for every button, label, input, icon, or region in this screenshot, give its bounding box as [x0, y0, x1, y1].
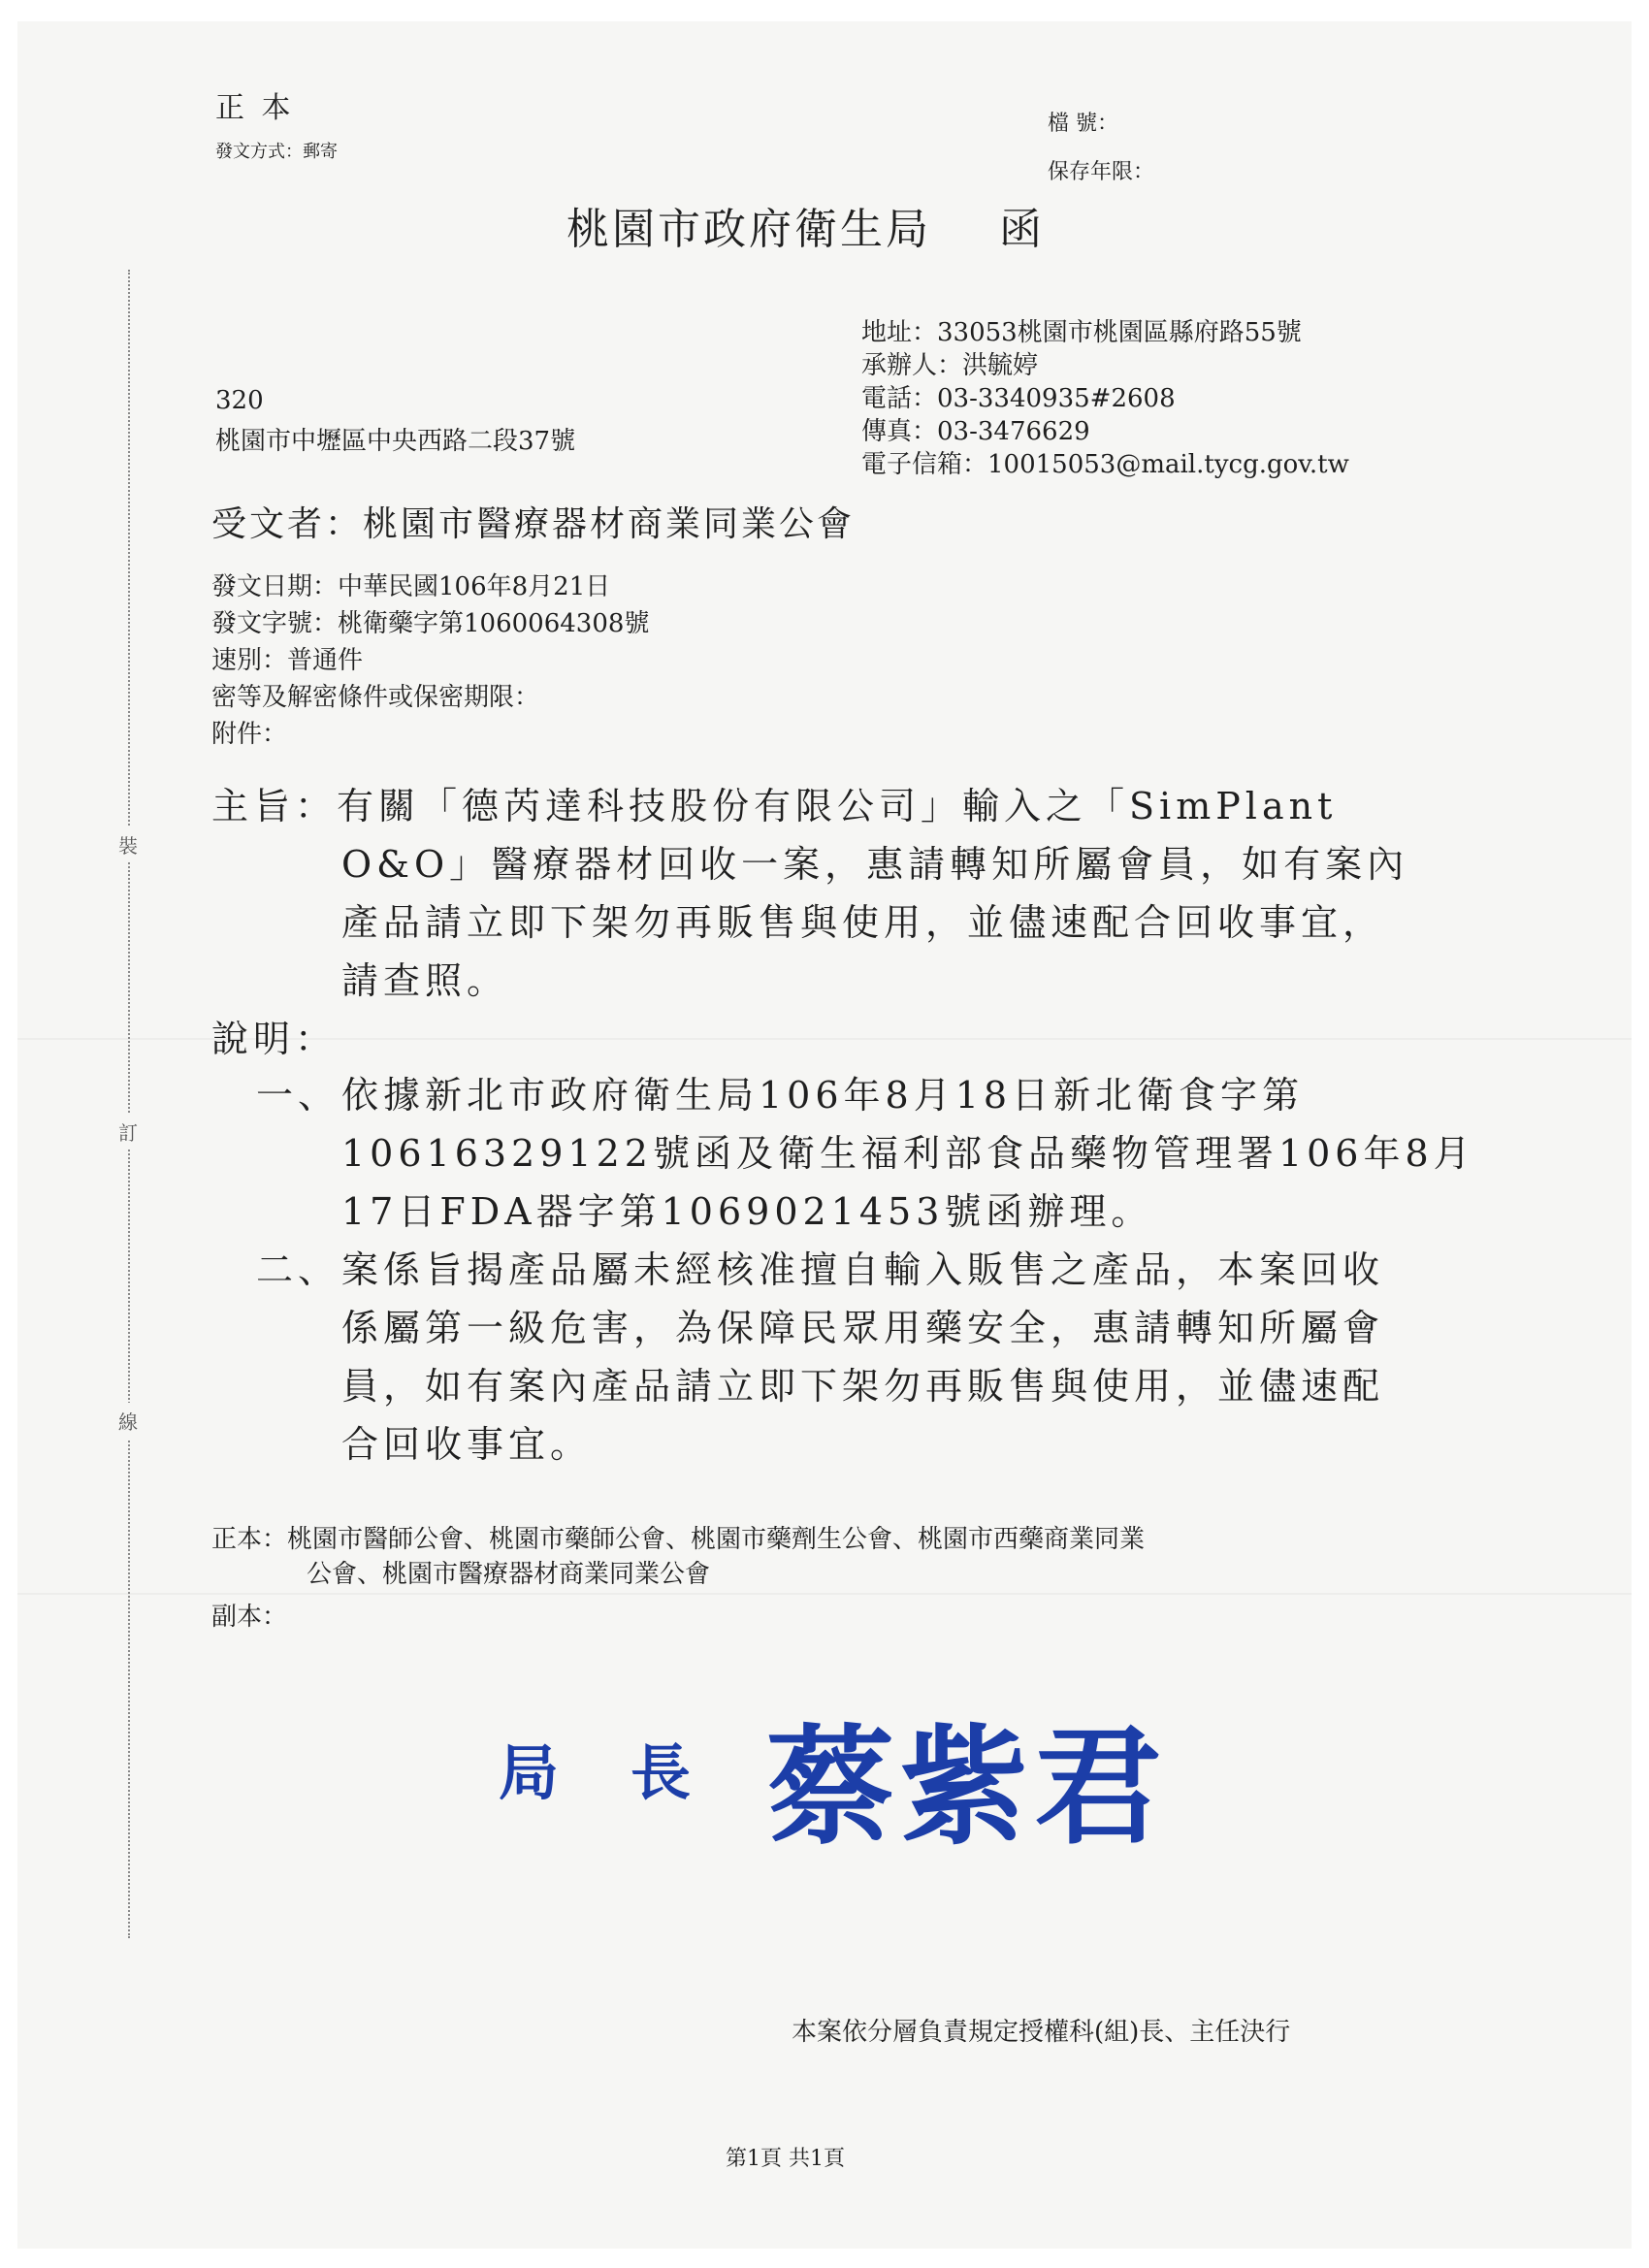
explanation-line: 員，如有案內產品請立即下架勿再販售與使用，並儘速配	[341, 1365, 1385, 1408]
issue-date: 發文日期：中華民國106年8月21日	[211, 572, 611, 601]
doc-title-org: 桃園市政府衛生局	[566, 205, 931, 254]
sender-email: 電子信箱：10015053@mail.tycg.gov.tw	[861, 450, 1349, 479]
attachment: 附件：	[211, 720, 288, 749]
sender-handler: 承辦人：洪毓婷	[861, 351, 1039, 380]
explanation-item-number: 二、	[256, 1248, 340, 1291]
doc-title-type: 函	[999, 205, 1042, 254]
explanation-line: 案係旨揭產品屬未經核准擅自輸入販售之產品，本案回收	[341, 1248, 1385, 1291]
speed-class: 速別：普通件	[211, 646, 364, 675]
explanation-line: 係屬第一級危害，為保障民眾用藥安全，惠請轉知所屬會	[341, 1307, 1385, 1349]
signature-title-2: 長	[630, 1737, 692, 1808]
distribution-original-cont: 公會、桃園市醫療器材商業同業公會	[307, 1560, 711, 1589]
distribution-original: 正本：桃園市醫師公會、桃園市藥師公會、桃園市藥劑生公會、桃園市西藥商業同業	[211, 1525, 1146, 1554]
subject-line: 產品請立即下架勿再販售與使用，並儘速配合回收事宜，	[341, 901, 1385, 944]
recipient: 受文者：桃園市醫療器材商業同業公會	[211, 504, 856, 544]
explanation-line: 合回收事宜。	[341, 1423, 593, 1466]
sender-phone: 電話：03-3340935#2608	[861, 384, 1176, 413]
distribution-copy: 副本：	[211, 1603, 288, 1632]
explanation-line: 依據新北市政府衛生局106年8月18日新北衛食字第	[341, 1074, 1305, 1117]
explanation-line: 17日FDA器字第1069021453號函辦理。	[341, 1190, 1153, 1233]
sender-fax: 傳真：03-3476629	[861, 417, 1090, 446]
recipient-address: 桃園市中壢區中央西路二段37號	[215, 427, 576, 456]
subject-line: 請查照。	[341, 959, 509, 1002]
subject-line: O&O」醫療器材回收一案，惠請轉知所屬會員，如有案內	[341, 843, 1409, 886]
sender-address: 地址：33053桃園市桃園區縣府路55號	[861, 318, 1302, 347]
explanation-item-number: 一、	[256, 1074, 340, 1117]
signature-name: 蔡紫君	[766, 1712, 1168, 1863]
doc-number: 發文字號：桃衛藥字第1060064308號	[211, 609, 650, 638]
subject-line: 主旨：有關「德芮達科技股份有限公司」輸入之「SimPlant	[211, 785, 1338, 827]
recipient-postcode: 320	[215, 386, 264, 415]
copy-type-label: 正 本	[215, 91, 295, 125]
binding-mark: 訂	[118, 1114, 138, 1150]
binding-line	[128, 270, 130, 1938]
signature-title-1: 局	[499, 1737, 560, 1808]
file-number-label: 檔 號：	[1048, 112, 1118, 136]
delivery-method: 發文方式：郵寄	[215, 142, 338, 162]
paper-fold	[17, 1593, 1632, 1595]
page-footer: 第1頁 共1頁	[726, 2147, 845, 2171]
retention-label: 保存年限：	[1048, 160, 1155, 184]
explanation-label: 說明：	[211, 1018, 338, 1060]
delegation-note: 本案依分層負責規定授權科(組)長、主任決行	[792, 2018, 1291, 2047]
binding-mark: 裝	[118, 826, 138, 862]
explanation-line: 1061632912​2號函及衛生福利部食品藥物管理署106年8月	[341, 1132, 1475, 1175]
secrecy-level: 密等及解密條件或保密期限：	[211, 683, 540, 712]
binding-mark: 線	[118, 1403, 138, 1439]
